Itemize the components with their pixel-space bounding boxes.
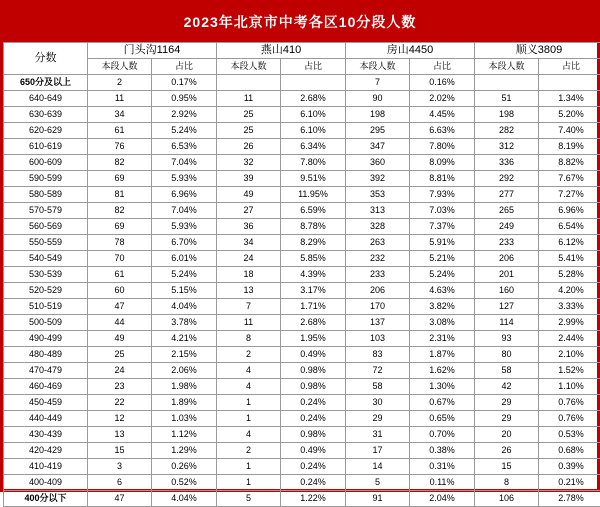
cell-pct-0: 2.06% [152,363,217,379]
cell-pct-0: 7.04% [152,155,217,171]
cell-count-1: 49 [217,187,281,203]
cell-pct-0: 1.89% [152,395,217,411]
cell-pct-2: 6.63% [410,123,475,139]
cell-pct-2: 3.82% [410,299,475,315]
cell-count-1: 1 [217,411,281,427]
table-row [4,475,600,491]
cell-count-1: 25 [217,123,281,139]
cell-pct-3: 0.39% [539,459,600,475]
cell-count-3: 114 [475,315,539,331]
cell-count-0: 49 [88,331,152,347]
cell-count-0: 23 [88,379,152,395]
cell-count-1 [217,75,281,91]
row-score-range: 430-439 [4,427,88,443]
cell-pct-2: 5.91% [410,235,475,251]
header-score: 分数 [4,43,88,75]
cell-pct-0: 4.21% [152,331,217,347]
cell-pct-3: 6.96% [539,203,600,219]
cell-count-2: 233 [346,267,410,283]
cell-pct-3: 7.40% [539,123,600,139]
cell-pct-2: 2.31% [410,331,475,347]
table-row [4,363,600,379]
row-score-range: 420-429 [4,443,88,459]
cell-count-0: 6 [88,475,152,491]
row-score-range: 530-539 [4,267,88,283]
cell-count-1: 39 [217,171,281,187]
cell-pct-2: 7.37% [410,219,475,235]
cell-pct-0: 0.17% [152,75,217,91]
cell-pct-3: 1.52% [539,363,600,379]
cell-count-0: 60 [88,283,152,299]
cell-count-2: 14 [346,459,410,475]
cell-count-3: 51 [475,91,539,107]
cell-pct-0: 4.04% [152,299,217,315]
page-title: 2023年北京市中考各区10分段人数 [3,3,597,42]
table-row [4,203,600,219]
cell-count-2: 90 [346,91,410,107]
cell-pct-0: 6.01% [152,251,217,267]
cell-count-1: 1 [217,459,281,475]
row-score-range: 500-509 [4,315,88,331]
cell-pct-1: 6.10% [281,107,346,123]
cell-count-0: 47 [88,491,152,507]
cell-pct-1: 4.39% [281,267,346,283]
table-row [4,251,600,267]
cell-pct-2: 0.67% [410,395,475,411]
cell-pct-2: 0.31% [410,459,475,475]
cell-count-0: 25 [88,347,152,363]
cell-count-3: 80 [475,347,539,363]
table-row [4,331,600,347]
row-score-range: 570-579 [4,203,88,219]
cell-count-3: 265 [475,203,539,219]
cell-pct-1: 0.98% [281,379,346,395]
row-score-range: 520-529 [4,283,88,299]
cell-pct-3: 0.76% [539,411,600,427]
cell-count-3: 233 [475,235,539,251]
cell-count-0: 24 [88,363,152,379]
cell-pct-2: 5.24% [410,267,475,283]
table-row [4,139,600,155]
cell-count-3: 8 [475,475,539,491]
table-row [4,299,600,315]
cell-count-0: 70 [88,251,152,267]
row-score-range: 400分以下 [4,491,88,507]
cell-pct-1: 6.59% [281,203,346,219]
cell-count-2: 5 [346,475,410,491]
cell-count-2: 29 [346,411,410,427]
cell-pct-3: 0.68% [539,443,600,459]
cell-pct-3: 8.82% [539,155,600,171]
cell-count-2: 91 [346,491,410,507]
row-score-range: 490-499 [4,331,88,347]
cell-count-2: 7 [346,75,410,91]
row-score-range: 540-549 [4,251,88,267]
row-score-range: 470-479 [4,363,88,379]
cell-count-2: 58 [346,379,410,395]
cell-count-3: 206 [475,251,539,267]
cell-pct-1: 9.51% [281,171,346,187]
row-score-range: 580-589 [4,187,88,203]
cell-pct-1: 5.85% [281,251,346,267]
cell-count-3: 26 [475,443,539,459]
header-district-3: 顺义3809 [475,43,600,59]
row-score-range: 650分及以上 [4,75,88,91]
cell-pct-1: 0.98% [281,363,346,379]
cell-count-2: 347 [346,139,410,155]
cell-pct-0: 6.96% [152,187,217,203]
cell-count-3: 93 [475,331,539,347]
cell-count-1: 1 [217,475,281,491]
cell-pct-3: 5.41% [539,251,600,267]
cell-count-3: 292 [475,171,539,187]
cell-count-0: 3 [88,459,152,475]
cell-count-0: 82 [88,155,152,171]
cell-count-1: 11 [217,315,281,331]
cell-pct-1: 7.80% [281,155,346,171]
table-header-metrics [4,59,600,75]
cell-pct-0: 5.15% [152,283,217,299]
cell-count-0: 61 [88,267,152,283]
cell-count-3: 201 [475,267,539,283]
row-score-range: 560-569 [4,219,88,235]
table-row [4,347,600,363]
cell-pct-3 [539,75,600,91]
header-count-2: 本段人数 [346,59,410,75]
cell-count-3: 106 [475,491,539,507]
cell-pct-0: 1.29% [152,443,217,459]
cell-count-3 [475,75,539,91]
row-score-range: 640-649 [4,91,88,107]
cell-count-3: 277 [475,187,539,203]
cell-count-2: 392 [346,171,410,187]
cell-count-3: 29 [475,411,539,427]
cell-pct-3: 6.54% [539,219,600,235]
cell-count-0: 12 [88,411,152,427]
cell-pct-0: 3.78% [152,315,217,331]
cell-count-2: 263 [346,235,410,251]
cell-pct-2: 0.70% [410,427,475,443]
cell-pct-2: 2.02% [410,91,475,107]
cell-count-2: 17 [346,443,410,459]
row-score-range: 610-619 [4,139,88,155]
cell-pct-0: 7.04% [152,203,217,219]
cell-pct-3: 0.21% [539,475,600,491]
cell-pct-1: 1.95% [281,331,346,347]
table-row [4,315,600,331]
cell-count-0: 11 [88,91,152,107]
table-row [4,459,600,475]
row-score-range: 630-639 [4,107,88,123]
row-score-range: 590-599 [4,171,88,187]
cell-pct-3: 2.10% [539,347,600,363]
cell-pct-1: 1.22% [281,491,346,507]
cell-count-2: 328 [346,219,410,235]
cell-count-1: 4 [217,427,281,443]
cell-pct-2: 0.11% [410,475,475,491]
cell-pct-3: 0.76% [539,395,600,411]
cell-pct-3: 2.44% [539,331,600,347]
cell-count-0: 81 [88,187,152,203]
cell-count-2: 206 [346,283,410,299]
cell-pct-0: 2.15% [152,347,217,363]
cell-count-1: 4 [217,363,281,379]
cell-count-2: 170 [346,299,410,315]
cell-pct-0: 6.53% [152,139,217,155]
cell-pct-1: 8.78% [281,219,346,235]
cell-count-0: 15 [88,443,152,459]
cell-pct-0: 1.03% [152,411,217,427]
cell-count-3: 336 [475,155,539,171]
cell-pct-0: 1.12% [152,427,217,443]
table-row [4,187,600,203]
cell-pct-2: 0.65% [410,411,475,427]
cell-pct-3: 2.99% [539,315,600,331]
cell-pct-1: 11.95% [281,187,346,203]
table-row [4,219,600,235]
cell-pct-3: 5.28% [539,267,600,283]
row-score-range: 410-419 [4,459,88,475]
cell-pct-1: 8.29% [281,235,346,251]
cell-count-1: 26 [217,139,281,155]
cell-count-3: 127 [475,299,539,315]
cell-pct-3: 6.12% [539,235,600,251]
table-row [4,283,600,299]
cell-count-1: 34 [217,235,281,251]
cell-count-3: 58 [475,363,539,379]
table-row [4,491,600,507]
cell-pct-3: 7.27% [539,187,600,203]
cell-count-1: 8 [217,331,281,347]
cell-count-1: 2 [217,443,281,459]
cell-count-2: 31 [346,427,410,443]
cell-pct-3: 0.53% [539,427,600,443]
cell-count-3: 29 [475,395,539,411]
cell-count-2: 72 [346,363,410,379]
cell-pct-0: 0.95% [152,91,217,107]
row-score-range: 550-559 [4,235,88,251]
cell-pct-3: 7.67% [539,171,600,187]
table-row [4,75,600,91]
cell-count-3: 249 [475,219,539,235]
cell-pct-3: 1.34% [539,91,600,107]
cell-pct-0: 6.70% [152,235,217,251]
cell-pct-0: 5.24% [152,123,217,139]
header-pct-3: 占比 [539,59,600,75]
cell-pct-1: 2.68% [281,91,346,107]
cell-count-0: 44 [88,315,152,331]
cell-count-3: 282 [475,123,539,139]
table-row [4,379,600,395]
row-score-range: 460-469 [4,379,88,395]
cell-pct-3: 1.10% [539,379,600,395]
cell-count-1: 2 [217,347,281,363]
header-pct-1: 占比 [281,59,346,75]
cell-count-2: 232 [346,251,410,267]
cell-pct-1: 1.71% [281,299,346,315]
cell-pct-2: 8.81% [410,171,475,187]
cell-count-0: 76 [88,139,152,155]
table-body [4,75,600,507]
table-row [4,155,600,171]
cell-count-1: 24 [217,251,281,267]
cell-pct-2: 3.08% [410,315,475,331]
table-row [4,91,600,107]
cell-count-2: 360 [346,155,410,171]
cell-pct-2: 7.03% [410,203,475,219]
cell-count-0: 82 [88,203,152,219]
score-distribution-table [3,42,600,507]
row-score-range: 440-449 [4,411,88,427]
cell-count-1: 32 [217,155,281,171]
table-row [4,267,600,283]
cell-pct-2: 5.21% [410,251,475,267]
cell-count-2: 137 [346,315,410,331]
cell-count-3: 312 [475,139,539,155]
cell-count-0: 61 [88,123,152,139]
table-row [4,235,600,251]
cell-pct-1: 0.24% [281,395,346,411]
cell-pct-2: 0.16% [410,75,475,91]
cell-pct-1: 0.49% [281,347,346,363]
cell-count-1: 7 [217,299,281,315]
cell-count-3: 198 [475,107,539,123]
table-row [4,427,600,443]
table-row [4,123,600,139]
cell-pct-1: 0.98% [281,427,346,443]
cell-count-1: 27 [217,203,281,219]
header-pct-0: 占比 [152,59,217,75]
cell-count-0: 69 [88,219,152,235]
header-count-0: 本段人数 [88,59,152,75]
cell-count-0: 22 [88,395,152,411]
cell-pct-2: 1.30% [410,379,475,395]
cell-count-1: 25 [217,107,281,123]
cell-pct-3: 2.78% [539,491,600,507]
cell-pct-1: 0.24% [281,459,346,475]
cell-pct-0: 5.24% [152,267,217,283]
cell-pct-2: 7.80% [410,139,475,155]
cell-count-1: 1 [217,395,281,411]
cell-pct-1 [281,75,346,91]
cell-count-2: 30 [346,395,410,411]
cell-count-3: 42 [475,379,539,395]
cell-pct-0: 5.93% [152,171,217,187]
cell-count-2: 198 [346,107,410,123]
header-count-1: 本段人数 [217,59,281,75]
cell-count-2: 353 [346,187,410,203]
cell-pct-1: 0.24% [281,475,346,491]
table-row [4,443,600,459]
cell-pct-3: 8.19% [539,139,600,155]
cell-count-0: 34 [88,107,152,123]
cell-pct-1: 3.17% [281,283,346,299]
cell-pct-3: 5.20% [539,107,600,123]
cell-pct-0: 2.92% [152,107,217,123]
cell-count-2: 313 [346,203,410,219]
cell-count-3: 20 [475,427,539,443]
cell-count-0: 2 [88,75,152,91]
cell-pct-2: 1.62% [410,363,475,379]
cell-pct-1: 0.24% [281,411,346,427]
cell-pct-0: 5.93% [152,219,217,235]
header-district-2: 房山4450 [346,43,475,59]
cell-pct-0: 0.52% [152,475,217,491]
table-header-districts [4,43,600,59]
cell-pct-1: 0.49% [281,443,346,459]
table-row [4,171,600,187]
cell-count-1: 36 [217,219,281,235]
cell-pct-2: 7.93% [410,187,475,203]
cell-pct-2: 0.38% [410,443,475,459]
cell-pct-1: 2.68% [281,315,346,331]
table-row [4,411,600,427]
header-district-1: 燕山410 [217,43,346,59]
cell-count-2: 83 [346,347,410,363]
cell-pct-2: 1.87% [410,347,475,363]
cell-count-2: 295 [346,123,410,139]
cell-pct-3: 3.33% [539,299,600,315]
header-district-0: 门头沟1164 [88,43,217,59]
cell-count-3: 15 [475,459,539,475]
cell-count-2: 103 [346,331,410,347]
cell-count-0: 13 [88,427,152,443]
table-row [4,107,600,123]
cell-count-1: 5 [217,491,281,507]
cell-pct-2: 2.04% [410,491,475,507]
cell-count-0: 78 [88,235,152,251]
cell-pct-2: 8.09% [410,155,475,171]
cell-count-1: 11 [217,91,281,107]
cell-pct-2: 4.63% [410,283,475,299]
cell-pct-0: 1.98% [152,379,217,395]
cell-count-3: 160 [475,283,539,299]
cell-count-1: 18 [217,267,281,283]
header-pct-2: 占比 [410,59,475,75]
row-score-range: 510-519 [4,299,88,315]
cell-count-1: 4 [217,379,281,395]
cell-pct-1: 6.10% [281,123,346,139]
row-score-range: 450-459 [4,395,88,411]
cell-pct-1: 6.34% [281,139,346,155]
cell-count-1: 13 [217,283,281,299]
row-score-range: 620-629 [4,123,88,139]
cell-count-0: 47 [88,299,152,315]
row-score-range: 480-489 [4,347,88,363]
row-score-range: 400-409 [4,475,88,491]
cell-pct-0: 4.04% [152,491,217,507]
cell-pct-2: 4.45% [410,107,475,123]
table-row [4,395,600,411]
cell-pct-3: 4.20% [539,283,600,299]
header-count-3: 本段人数 [475,59,539,75]
row-score-range: 600-609 [4,155,88,171]
cell-count-0: 69 [88,171,152,187]
cell-pct-0: 0.26% [152,459,217,475]
